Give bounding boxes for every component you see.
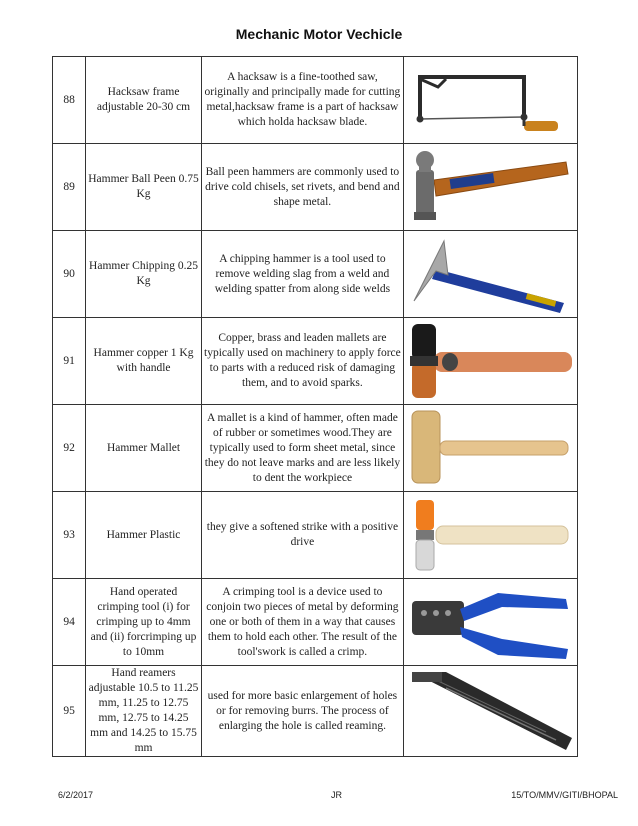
- item-description: used for more basic enlargement of holes or for removing burrs. The process of enlarging the hole is called reaming.: [201, 666, 403, 757]
- footer-code: 15/TO/MMV/GITI/BHOPAL: [511, 790, 618, 800]
- item-number: 93: [53, 492, 86, 579]
- item-description: Ball peen hammers are commonly used to drive cold chisels, set rivets, and bend and shape metal.: [201, 144, 403, 231]
- item-number: 90: [53, 231, 86, 318]
- table-row: [53, 231, 578, 318]
- table-row: [53, 492, 578, 579]
- item-description: Copper, brass and leaden mallets are typically used on machinery to apply force to parts with a reduced risk of damaging them, and to avoid sparks.: [201, 318, 403, 405]
- item-picture: [403, 579, 577, 666]
- item-number: 94: [53, 579, 86, 666]
- item-picture: [403, 492, 577, 579]
- item-picture: [403, 318, 577, 405]
- chipping-hammer-icon: [406, 231, 574, 317]
- item-number: 91: [53, 318, 86, 405]
- item-number: 92: [53, 405, 86, 492]
- tools-table: [52, 56, 578, 757]
- hacksaw-frame-icon: [406, 57, 574, 143]
- table-row: [53, 144, 578, 231]
- item-name: Hand reamers adjustable 10.5 to 11.25 mm, 11.25 to 12.75 mm, 12.75 to 14.25 mm and 14.25 to 15.75 mm: [86, 666, 202, 757]
- item-number: 95: [53, 666, 86, 757]
- table-row: [53, 666, 578, 757]
- item-description: A crimping tool is a device used to conjoin two pieces of metal by deforming one or both of them in a way that causes them to hold each other. The result of the tool'swork is called a crimp.: [201, 579, 403, 666]
- crimping-tool-icon: [406, 579, 574, 665]
- table-row: [53, 57, 578, 144]
- item-description: A hacksaw is a fine-toothed saw, originally and principally made for cutting metal,hacksaw frame is a part of hacksaw which holda hacksaw blade.: [201, 57, 403, 144]
- item-description: A mallet is a kind of hammer, often made of rubber or sometimes wood.They are typically used to form sheet metal, since they do not leave marks and are less likely to dent the workpiece: [201, 405, 403, 492]
- page-title: Mechanic Motor Vechicle: [235, 26, 403, 42]
- item-name: Hammer Chipping 0.25 Kg: [86, 231, 202, 318]
- item-description: they give a softened strike with a positive drive: [201, 492, 403, 579]
- item-number: 88: [53, 57, 86, 144]
- item-number: 89: [53, 144, 86, 231]
- hand-reamer-icon: [406, 668, 574, 754]
- footer-date: 6/2/2017: [58, 790, 94, 800]
- item-picture: [403, 231, 577, 318]
- copper-hammer-icon: [406, 318, 574, 404]
- item-picture: [403, 405, 577, 492]
- item-name: Hammer Plastic: [86, 492, 202, 579]
- item-name: Hammer copper 1 Kg with handle: [86, 318, 202, 405]
- item-name: Hammer Mallet: [86, 405, 202, 492]
- item-picture: [403, 57, 577, 144]
- item-description: A chipping hammer is a tool used to remove welding slag from a weld and welding spatter from along side welds: [201, 231, 403, 318]
- table-row: [53, 318, 578, 405]
- item-picture: [403, 144, 577, 231]
- item-name: Hand operated crimping tool (i) for crimping up to 4mm and (ii) forcrimping up to 10mm: [86, 579, 202, 666]
- footer-initials: JR: [331, 790, 342, 800]
- item-picture: [403, 666, 577, 757]
- wooden-mallet-icon: [406, 405, 574, 491]
- item-name: Hammer Ball Peen 0.75 Kg: [86, 144, 202, 231]
- table-row: [53, 579, 578, 666]
- plastic-hammer-icon: [406, 492, 574, 578]
- ball-peen-hammer-icon: [406, 144, 574, 230]
- table-row: [53, 405, 578, 492]
- item-name: Hacksaw frame adjustable 20-30 cm: [86, 57, 202, 144]
